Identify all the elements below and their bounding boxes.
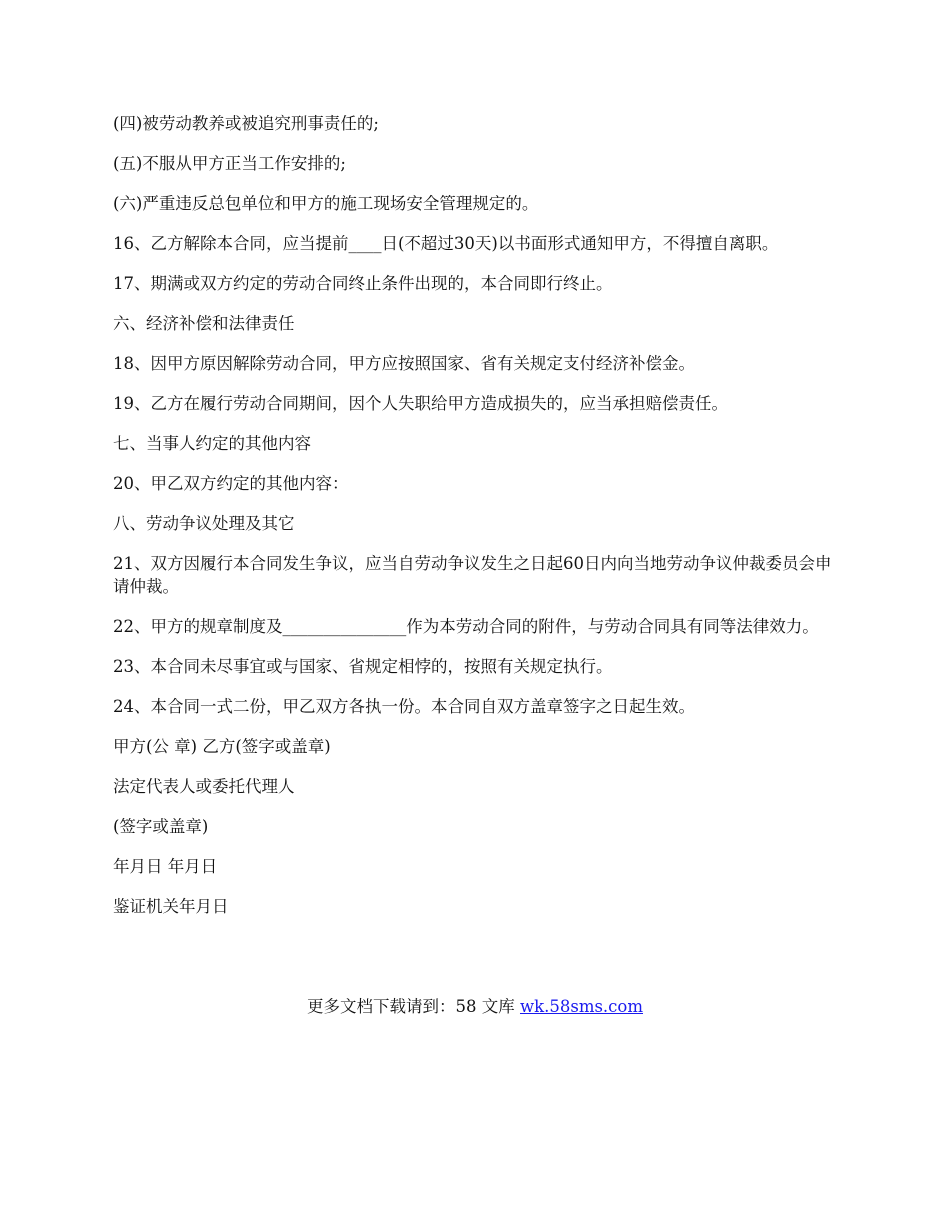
clause-20-other-terms: 20、甲乙双方约定的其他内容：: [113, 474, 349, 493]
clause-17-contract-expiry: 17、期满或双方约定的劳动合同终止条件出现的，本合同即行终止。: [113, 274, 613, 293]
clause-4-labor-reeducation: (四)被劳动教养或被追究刑事责任的;: [113, 114, 379, 133]
clause-22-regulations-annex: 22、甲方的规章制度及_______________作为本劳动合同的附件，与劳动合同具有同等法律效力。: [113, 617, 819, 636]
footer-prefix-text: 更多文档下载请到：58 文库: [306, 997, 520, 1016]
signature-dates: 年月日 年月日: [113, 857, 218, 876]
section-heading-compensation: 六、经济补偿和法律责任: [113, 314, 295, 333]
clause-16-termination-notice: 16、乙方解除本合同，应当提前____日(不超过30天)以书面形式通知甲方，不得擅自离职。: [113, 234, 779, 253]
clause-5-disobey-work: (五)不服从甲方正当工作安排的;: [113, 154, 346, 173]
signature-sign-or-seal: (签字或盖章): [113, 817, 209, 836]
clause-21-arbitration: 21、双方因履行本合同发生争议，应当自劳动争议发生之日起60日内向当地劳动争议仲裁委员会申请仲裁。: [113, 554, 832, 596]
section-heading-other-terms: 七、当事人约定的其他内容: [113, 434, 311, 453]
clause-24-copies-effective: 24、本合同一式二份，甲乙双方各执一份。本合同自双方盖章签字之日起生效。: [113, 697, 695, 716]
footer-site-link[interactable]: wk.58sms.com: [519, 997, 643, 1016]
signature-legal-representative: 法定代表人或委托代理人: [113, 777, 295, 796]
signature-parties: 甲方(公 章) 乙方(签字或盖章): [113, 737, 331, 756]
clause-23-unresolved-matters: 23、本合同未尽事宜或与国家、省规定相悖的，按照有关规定执行。: [113, 657, 613, 676]
download-footer: [0, 995, 950, 1018]
clause-19-liability: 19、乙方在履行劳动合同期间，因个人失职给甲方造成损失的，应当承担赔偿责任。: [113, 394, 728, 413]
signature-authentication-authority: 鉴证机关年月日: [113, 897, 229, 916]
clause-18-economic-compensation: 18、因甲方原因解除劳动合同，甲方应按照国家、省有关规定支付经济补偿金。: [113, 354, 695, 373]
section-heading-disputes: 八、劳动争议处理及其它: [113, 514, 295, 533]
document-body: [113, 112, 837, 935]
clause-6-safety-violation: (六)严重违反总包单位和甲方的施工现场安全管理规定的。: [113, 194, 539, 213]
